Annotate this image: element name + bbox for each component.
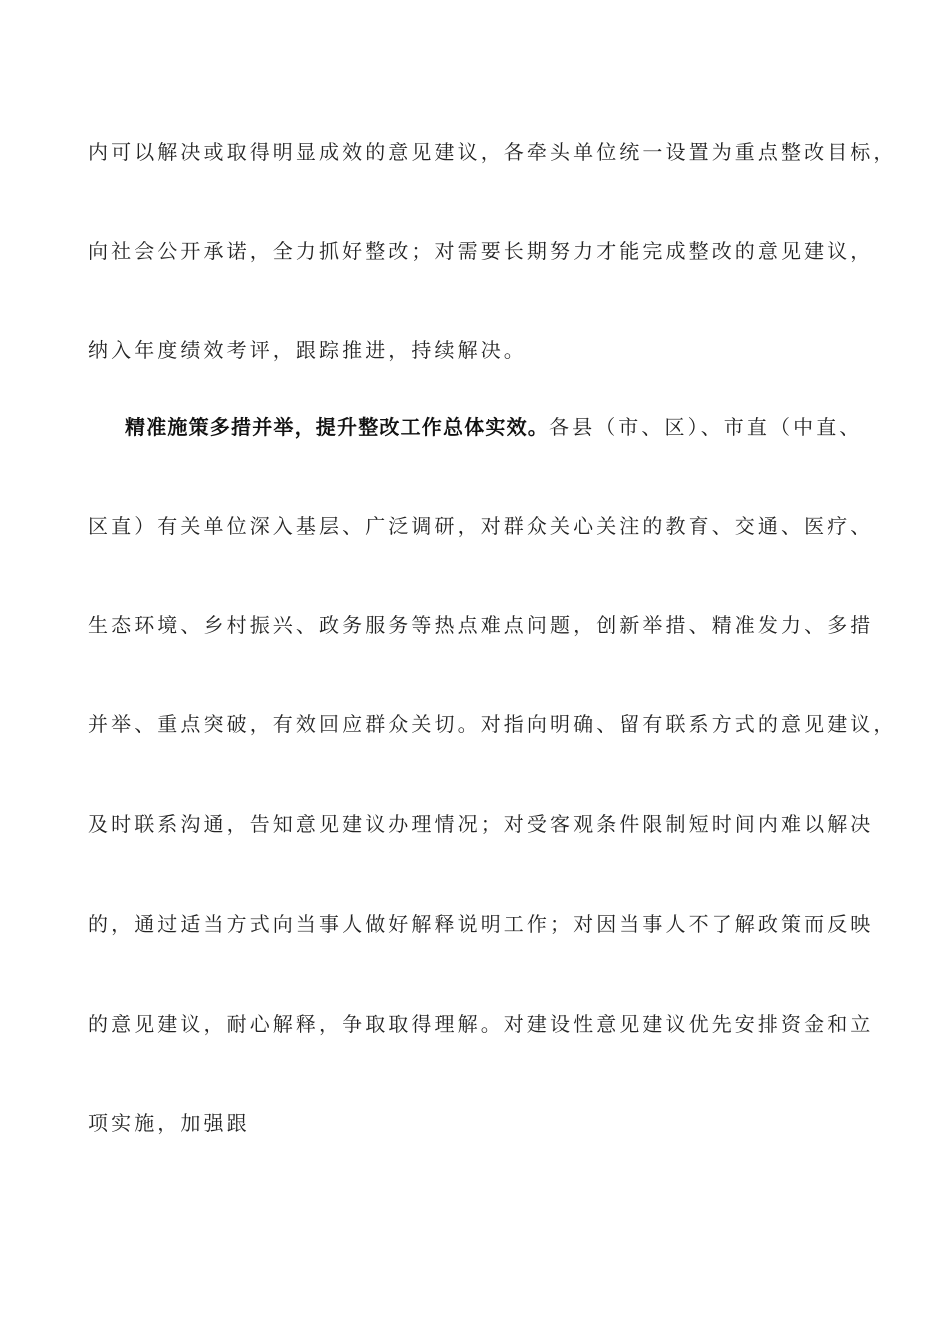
paragraph-2-heading: 精准施策多措并举，提升整改工作总体实效。 xyxy=(125,415,549,439)
paragraph-2-line-3: 生态环境、乡村振兴、政务服务等热点难点问题，创新举措、精准发力、多措 xyxy=(88,613,874,637)
paragraph-1-line-2: 向社会公开承诺，全力抓好整改；对需要长期努力才能完成整改的意见建议， xyxy=(88,239,874,263)
paragraph-2-line-2: 区直）有关单位深入基层、广泛调研，对群众关心关注的教育、交通、医疗、 xyxy=(88,514,874,538)
paragraph-2-line-8: 项实施，加强跟 xyxy=(88,1111,250,1135)
paragraph-2-line-5: 及时联系沟通，告知意见建议办理情况；对受客观条件限制短时间内难以解决 xyxy=(88,812,874,836)
paragraph-1-line-1: 内可以解决或取得明显成效的意见建议，各牵头单位统一设置为重点整改目标， xyxy=(88,140,897,164)
paragraph-1-line-3: 纳入年度绩效考评，跟踪推进，持续解决。 xyxy=(88,338,527,362)
paragraph-2-line-7: 的意见建议，耐心解释，争取取得理解。对建设性意见建议优先安排资金和立 xyxy=(88,1012,874,1036)
paragraph-2-line-1-rest: 各县（市、区）、市直（中直、 xyxy=(549,415,863,439)
paragraph-2-line-4: 并举、重点突破，有效回应群众关切。对指向明确、留有联系方式的意见建议， xyxy=(88,712,897,736)
paragraph-2-line-1 xyxy=(125,412,925,442)
paragraph-2-line-6: 的，通过适当方式向当事人做好解释说明工作；对因当事人不了解政策而反映 xyxy=(88,912,874,936)
